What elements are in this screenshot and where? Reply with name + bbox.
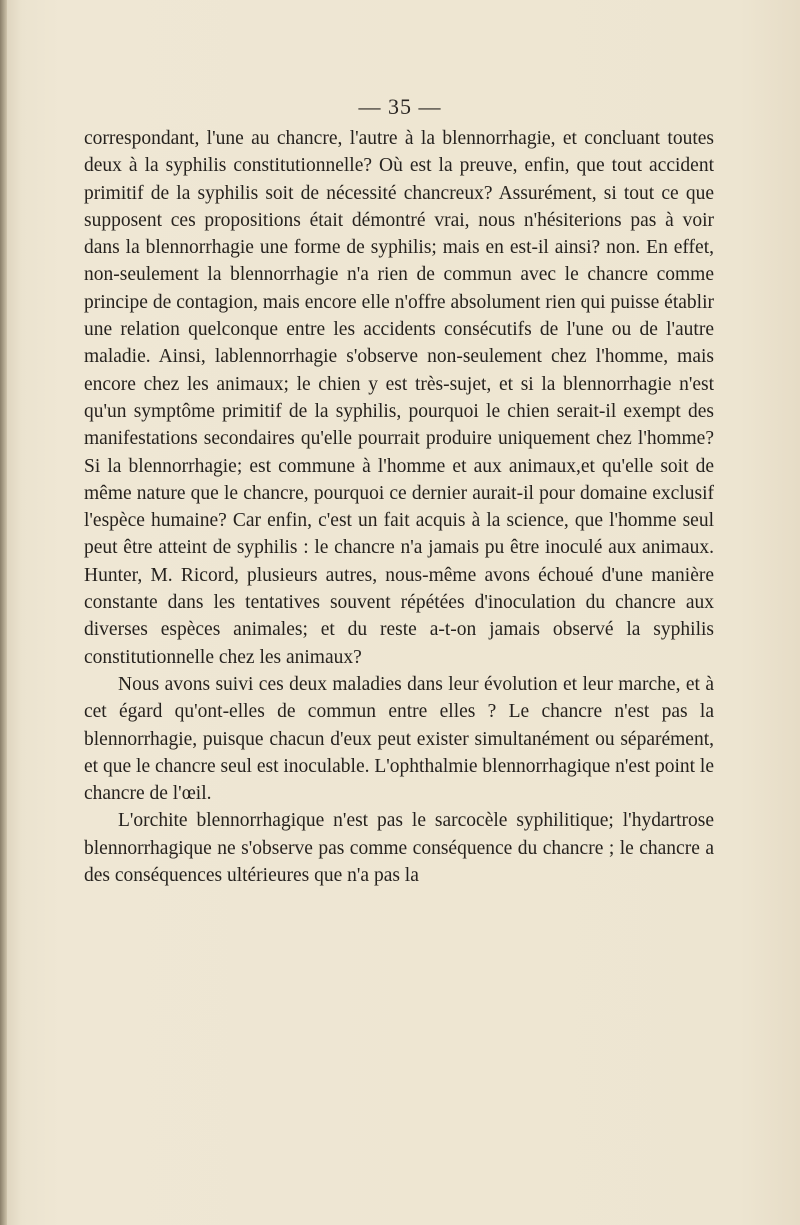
page-spine-edge [0, 0, 7, 1225]
paragraph-2: Nous avons suivi ces deux maladies dans leur évolution et leur marche, et à cet égard qu'ont-elles de commun entre elles ? Le chancre n'est pas la blennorrhagie, puisque chacun d'eux peut exister simultanément ou séparément, et que le chancre seul est inoculable. L'ophthalmie blennorrhagique n'est point le chancre de l'œil. [84, 673, 714, 805]
paragraph-1: correspondant, l'une au chancre, l'autre à la blennorrhagie, et concluant toutes deux à la syphilis constitutionnelle? Où est la preuve, enfin, que tout accident primitif de la syphilis soit de nécessité chancreux? Assurément, si tout ce que supposent ces propositions était démontré vrai, nous n'hésiterions pas à voir dans la blennorrhagie une forme de syphilis; mais en est-il ainsi? non. En effet, non-seulement la blennorrhagie n'a rien de commun avec le chancre comme principe de contagion, mais encore elle n'offre absolument rien qui puisse établir une relation quelconque entre les accidents consécutifs de l'une ou de l'autre maladie. Ainsi, lablennorrhagie s'observe non-seulement chez l'homme, mais encore chez les animaux; le chien y est très-sujet, et si la blennorrhagie n'est qu'un symptôme primitif de la syphilis, pourquoi le chien serait-il exempt des manifestations secondaires qu'elle pourrait produire uniquement chez l'homme? Si la blennorrhagie; est commune à l'homme et aux animaux,et qu'elle soit de même nature que le chancre, pourquoi ce dernier aurait-il pour domaine exclusif l'espèce humaine? Car enfin, c'est un fait acquis à la science, que l'homme seul peut être atteint de syphilis : le chancre n'a jamais pu être inoculé aux animaux. Hunter, M. Ricord, plusieurs autres, nous-même avons échoué d'une manière constante dans les tentatives souvent répétées d'inoculation du chancre aux diverses espèces animales; et du reste a-t-on jamais observé la syphilis constitutionnelle chez les animaux? [84, 128, 714, 668]
paragraph-3: L'orchite blennorrhagique n'est pas le sarcocèle syphilitique; l'hydartrose blennorrhagique ne s'observe pas comme conséquence du chancre ; le chancre a des conséquences ultérieures que n'a pas la [84, 810, 714, 887]
page-number: — 35 — [358, 94, 442, 119]
body-text [84, 125, 714, 889]
